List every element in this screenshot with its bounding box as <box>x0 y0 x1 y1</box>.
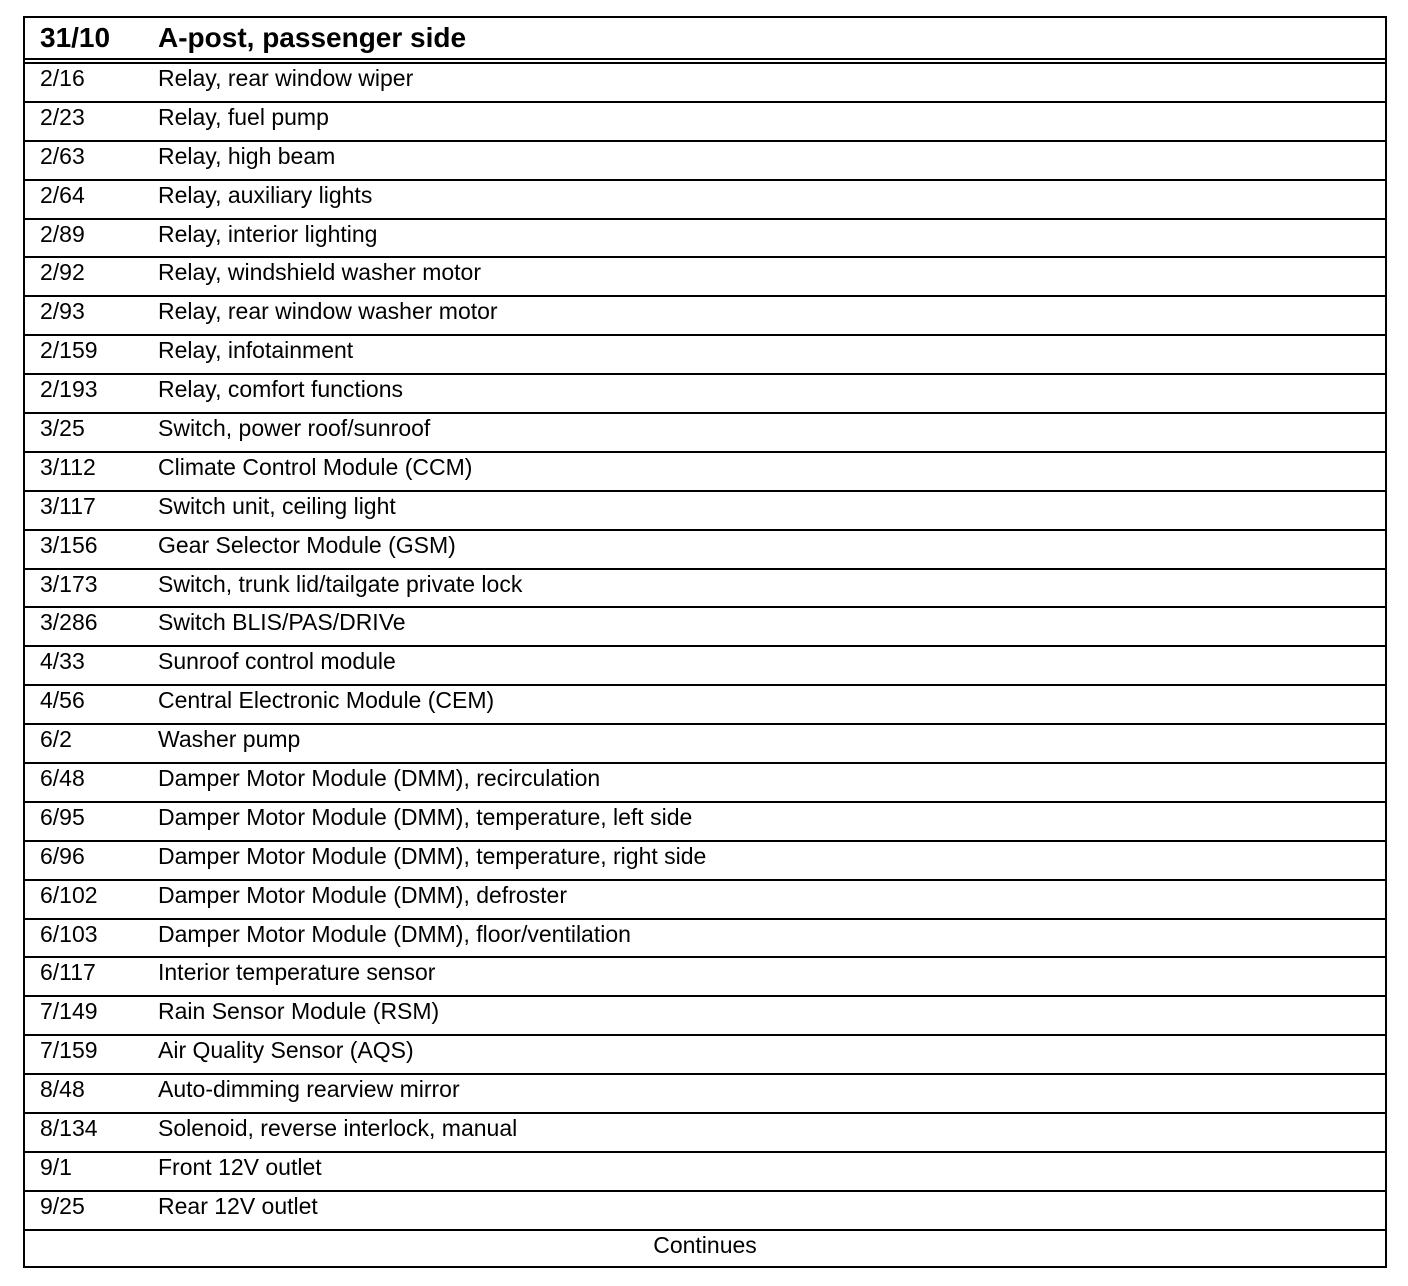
component-description: Damper Motor Module (DMM), floor/ventilation <box>158 920 631 947</box>
component-description: Relay, interior lighting <box>158 220 378 247</box>
table-row <box>25 453 1385 492</box>
table-row <box>25 958 1385 997</box>
table-row <box>25 414 1385 453</box>
component-description: Switch unit, ceiling light <box>158 492 396 519</box>
component-description: Climate Control Module (CCM) <box>158 453 473 480</box>
component-code: 6/48 <box>40 765 85 792</box>
component-description: Relay, windshield washer motor <box>158 259 481 286</box>
table-row <box>25 764 1385 803</box>
table-row <box>25 336 1385 375</box>
table-row <box>25 492 1385 531</box>
component-code: 3/173 <box>40 570 98 597</box>
component-description: Auto-dimming rearview mirror <box>158 1076 460 1103</box>
component-description: Relay, rear window washer motor <box>158 298 498 325</box>
table-row <box>25 803 1385 842</box>
table-row <box>25 142 1385 181</box>
component-description: Rain Sensor Module (RSM) <box>158 998 440 1025</box>
component-description: Damper Motor Module (DMM), temperature, left side <box>158 803 693 830</box>
component-code: 2/89 <box>40 220 85 247</box>
header-code: 31/10 <box>40 22 111 53</box>
table-row <box>25 686 1385 725</box>
component-code: 2/63 <box>40 142 85 169</box>
component-description: Rear 12V outlet <box>158 1192 318 1219</box>
component-code: 4/56 <box>40 687 85 714</box>
component-description: Switch, power roof/sunroof <box>158 415 431 442</box>
component-code: 9/25 <box>40 1192 85 1219</box>
component-code: 6/103 <box>40 920 98 947</box>
component-code: 6/96 <box>40 842 85 869</box>
component-code: 2/193 <box>40 376 98 403</box>
table-row <box>25 531 1385 570</box>
table-row <box>25 725 1385 764</box>
component-code: 4/33 <box>40 648 85 675</box>
table-row <box>25 570 1385 609</box>
table-row <box>25 375 1385 414</box>
continues-label: Continues <box>653 1231 757 1258</box>
component-description: Front 12V outlet <box>158 1153 322 1180</box>
component-code: 2/64 <box>40 181 85 208</box>
component-description: Switch, trunk lid/tailgate private lock <box>158 570 523 597</box>
component-code: 6/117 <box>40 959 96 986</box>
component-description: Damper Motor Module (DMM), temperature, right side <box>158 842 707 869</box>
table-row <box>25 1036 1385 1075</box>
table-row <box>25 258 1385 297</box>
component-description: Central Electronic Module (CEM) <box>158 687 495 714</box>
table-row <box>25 181 1385 220</box>
table-row <box>25 997 1385 1036</box>
component-code: 6/102 <box>40 881 98 908</box>
component-code: 3/286 <box>40 609 98 636</box>
component-description: Relay, high beam <box>158 142 336 169</box>
component-description: Solenoid, reverse interlock, manual <box>158 1115 518 1142</box>
component-code: 6/95 <box>40 803 85 830</box>
component-description: Switch BLIS/PAS/DRIVe <box>158 609 406 636</box>
component-description: Relay, rear window wiper <box>158 65 414 91</box>
header-title: A-post, passenger side <box>158 22 467 53</box>
table-row <box>25 608 1385 647</box>
component-code: 2/23 <box>40 103 85 130</box>
component-code: 2/92 <box>40 259 85 286</box>
component-code: 2/93 <box>40 298 85 325</box>
component-code: 3/117 <box>40 492 96 519</box>
component-table <box>23 16 1387 1268</box>
component-description: Sunroof control module <box>158 648 396 675</box>
table-row <box>25 1153 1385 1192</box>
table-row <box>25 103 1385 142</box>
table-row <box>25 1114 1385 1153</box>
table-row <box>25 647 1385 686</box>
component-description: Damper Motor Module (DMM), defroster <box>158 881 567 908</box>
component-code: 2/159 <box>40 337 98 364</box>
table-row <box>25 64 1385 103</box>
component-description: Washer pump <box>158 726 301 753</box>
component-description: Air Quality Sensor (AQS) <box>158 1037 414 1064</box>
table-row <box>25 1075 1385 1114</box>
table-row <box>25 842 1385 881</box>
component-description: Relay, fuel pump <box>158 103 329 130</box>
component-code: 3/156 <box>40 531 98 558</box>
table-row <box>25 881 1385 920</box>
component-code: 7/159 <box>40 1037 98 1064</box>
component-description: Relay, infotainment <box>158 337 354 364</box>
table-row <box>25 1192 1385 1231</box>
component-code: 2/16 <box>40 65 85 91</box>
table-row <box>25 920 1385 959</box>
table-body <box>25 64 1385 1231</box>
table-row <box>25 220 1385 259</box>
component-description: Damper Motor Module (DMM), recirculation <box>158 765 601 792</box>
component-code: 3/112 <box>40 453 96 480</box>
component-code: 9/1 <box>40 1153 72 1180</box>
component-code: 8/134 <box>40 1115 98 1142</box>
component-code: 7/149 <box>40 998 98 1025</box>
component-description: Interior temperature sensor <box>158 959 436 986</box>
component-description: Relay, comfort functions <box>158 376 404 403</box>
component-code: 8/48 <box>40 1076 85 1103</box>
component-description: Relay, auxiliary lights <box>158 181 373 208</box>
table-header <box>25 18 1385 60</box>
component-description: Gear Selector Module (GSM) <box>158 531 456 558</box>
component-code: 3/25 <box>40 415 85 442</box>
table-row <box>25 297 1385 336</box>
component-code: 6/2 <box>40 726 72 753</box>
